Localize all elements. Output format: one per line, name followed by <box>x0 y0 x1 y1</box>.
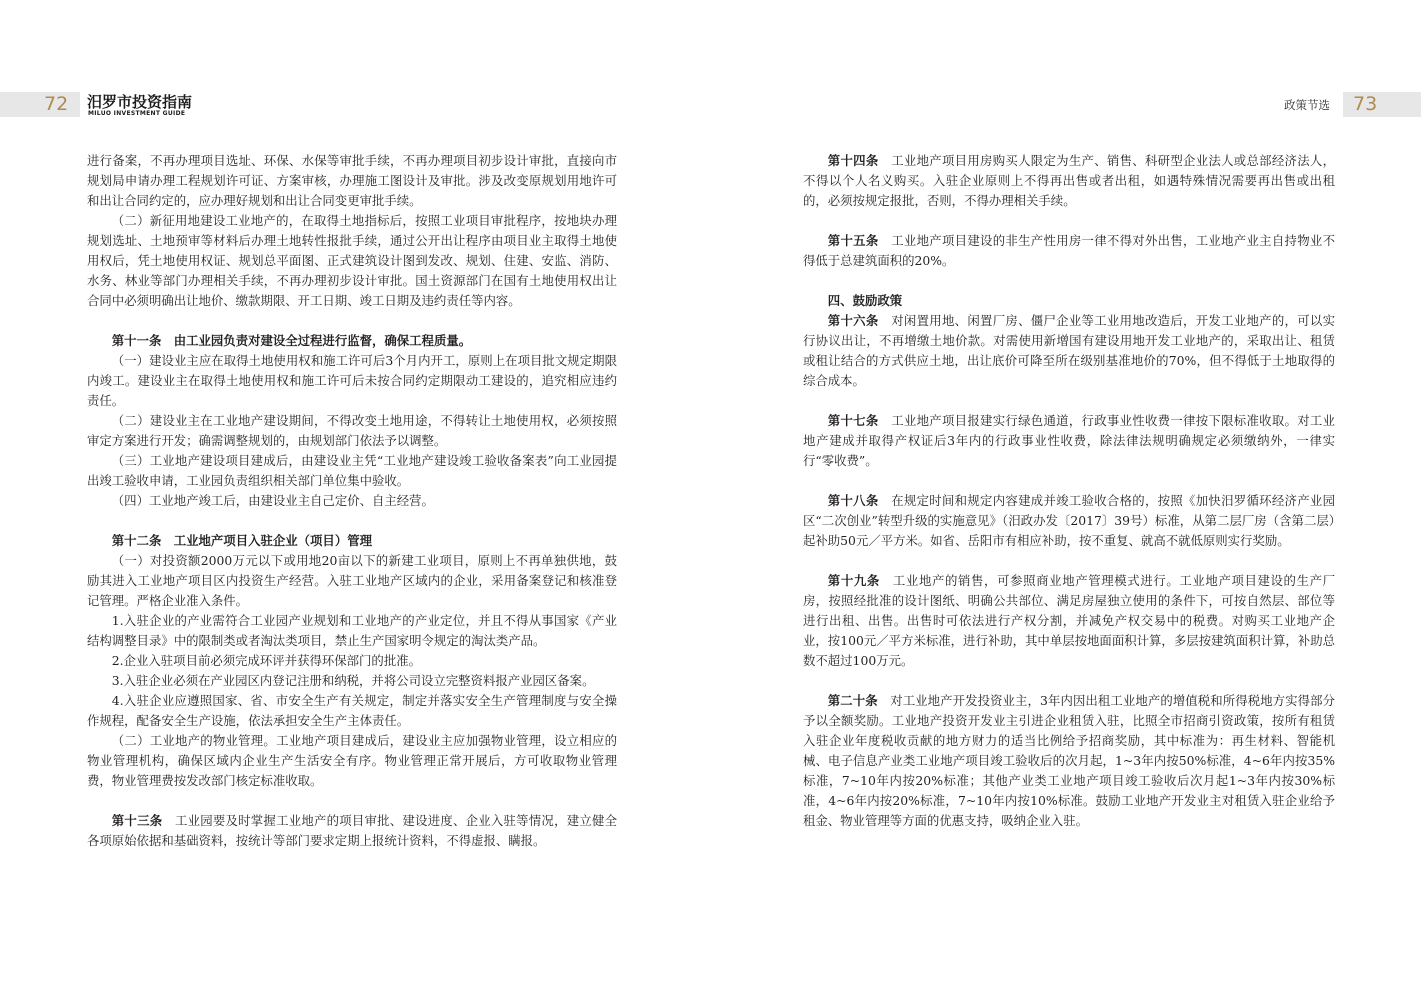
article-14-label: 第十四条 <box>827 153 879 168</box>
article-19-label: 第十九条 <box>827 573 880 588</box>
paragraph: （四）工业地产竣工后，由建设业主自己定价、自主经营。 <box>111 493 434 508</box>
article-16-text: 对闲置用地、闲置厂房、僵尸企业等工业用地改造后，开发工业地产的，可以实行协议出让，不再增缴土地价款。对需使用新增国有建设用地开发工业地产的，采取出让、租赁或租让结合的方式供应土地，出让底价可降至所在级别基准地价的70%，但不得低于土地取得的综合成本。 <box>803 313 1335 388</box>
paragraph: 4.入驻企业应遵照国家、省、市安全生产有关规定，制定并落实安全生产管理制度与安全操作规程，配备安全生产设施，依法承担安全生产主体责任。 <box>87 693 617 728</box>
article-18 <box>803 491 1335 551</box>
article-15-text: 工业地产项目建设的非生产性用房一律不得对外出售，工业地产业主自持物业不得低于总建筑面积的20%。 <box>803 233 1335 268</box>
right-page-body <box>803 151 1335 831</box>
article-19-text: 工业地产的销售，可参照商业地产管理模式进行。工业地产项目建设的生产厂房，按照经批准的设计图纸、明确公共部位、满足房屋独立使用的条件下，可按自然层、部位等进行出租、出售。出售时可依法进行产权分割，并减免产权交易中的税费。对购买工业地产企业，按100元／平方米标准，进行补助，其中单层按地面面积计算，多层按建筑面积计算，补助总数不超过100万元。 <box>803 573 1336 668</box>
paragraph: （二）新征用地建设工业地产的，在取得土地指标后，按照工业项目审批程序，按地块办理规划选址、土地预审等材料后办理土地转性报批手续，通过公开出让程序由项目业主取得土地使用权后，凭土地使用权证、规划总平面图、正式建筑设计图到发改、规划、住建、安监、消防、水务、林业等部门办理相关手续，不再办理初步设计审批。国土资源部门在国有土地使用权出让合同中必须明确出让地价、缴款期限、开工日期、竣工日期及违约责任等内容。 <box>87 213 617 308</box>
article-16 <box>803 311 1335 391</box>
article-13-label: 第十三条 <box>111 813 163 828</box>
article-12-heading: 第十二条 工业地产项目入驻企业（项目）管理 <box>111 533 372 548</box>
article-13 <box>87 811 617 851</box>
article-19 <box>803 571 1335 671</box>
left-page-number: 72 <box>44 93 69 115</box>
article-20-label: 第二十条 <box>827 693 878 708</box>
left-page-body <box>87 151 617 851</box>
article-11-heading: 第十一条 由工业园负责对建设全过程进行监督，确保工程质量。 <box>111 333 472 348</box>
paragraph: 3.入驻企业必须在产业园区内登记注册和纳税，并将公司设立完整资料报产业园区备案。 <box>111 673 595 688</box>
article-17-text: 工业地产项目报建实行绿色通道，行政事业性收费一律按下限标准收取。对工业地产建成并取得产权证后3年内的行政事业性收费，除法律法规明确规定必须缴纳外，一律实行“零收费”。 <box>803 413 1335 468</box>
article-17-label: 第十七条 <box>827 413 879 428</box>
article-16-label: 第十六条 <box>827 313 879 328</box>
paragraph: （三）工业地产建设项目建成后，由建设业主凭“工业地产建设竣工验收备案表”向工业园提出竣工验收申请，工业园负责组织相关部门单位集中验收。 <box>87 453 617 488</box>
right-page-number: 73 <box>1353 93 1378 115</box>
section-4-heading: 四、鼓励政策 <box>827 293 903 308</box>
article-18-label: 第十八条 <box>827 493 879 508</box>
article-15 <box>803 231 1335 271</box>
paragraph: 1.入驻企业的产业需符合工业园产业规划和工业地产的产业定位，并且不得从事国家《产业结构调整目录》中的限制类或者淘汰类项目，禁止生产国家明令规定的淘汰类产品。 <box>87 613 617 648</box>
section-title: 政策节选 <box>1284 98 1330 112</box>
guide-subtitle: MILUO INVESTMENT GUIDE <box>88 110 186 117</box>
paragraph: （一）对投资额2000万元以下或用地20亩以下的新建工业项目，原则上不再单独供地，鼓励其进入工业地产项目区内投资生产经营。入驻工业地产区域内的企业，采用备案登记和核准登记管理。严格企业准入条件。 <box>87 553 617 608</box>
paragraph: （二）工业地产的物业管理。工业地产项目建成后，建设业主应加强物业管理，设立相应的物业管理机构，确保区域内企业生产生活安全有序。物业管理正常开展后，方可收取物业管理费，物业管理费按发改部门核定标准收取。 <box>87 733 617 788</box>
article-15-label: 第十五条 <box>827 233 879 248</box>
article-14-text: 工业地产项目用房购买人限定为生产、销售、科研型企业法人或总部经济法人，不得以个人名义购买。入驻企业原则上不得再出售或者出租，如遇特殊情况需要再出售或出租的，必须按规定报批，否则，不得办理相关手续。 <box>803 153 1335 208</box>
article-17 <box>803 411 1335 471</box>
paragraph: （二）建设业主在工业地产建设期间，不得改变土地用途，不得转让土地使用权，必须按照审定方案进行开发；确需调整规划的，由规划部门依法予以调整。 <box>87 413 617 448</box>
article-18-text: 在规定时间和规定内容建成并竣工验收合格的，按照《加快汨罗循环经济产业园区“二次创业”转型升级的实施意见》（汨政办发〔2017〕39号）标准，从第二层厂房（含第二层）起补助50元／平方米。如省、岳阳市有相应补助，按不重复、就高不就低原则实行奖励。 <box>803 493 1335 548</box>
guide-title: 汨罗市投资指南 <box>87 93 193 111</box>
article-14 <box>803 151 1335 211</box>
paragraph: 进行备案，不再办理项目选址、环保、水保等审批手续，不再办理项目初步设计审批，直接向市规划局申请办理工程规划许可证、方案审核，办理施工图设计及审批。涉及改变原规划用地许可和出让合同约定的，应办理好规划和出让合同变更审批手续。 <box>87 153 617 208</box>
paragraph: 2.企业入驻项目前必须完成环评并获得环保部门的批准。 <box>111 653 421 668</box>
article-13-text: 工业园要及时掌握工业地产的项目审批、建设进度、企业入驻等情况，建立健全各项原始依据和基础资料，按统计等部门要求定期上报统计资料，不得虚报、瞒报。 <box>87 813 618 848</box>
paragraph: （一）建设业主应在取得土地使用权和施工许可后3个月内开工，原则上在项目批文规定期限内竣工。建设业主在取得土地使用权和施工许可后未按合同约定期限动工建设的，追究相应违约责任。 <box>87 353 617 408</box>
article-20 <box>803 691 1335 831</box>
article-20-text: 对工业地产开发投资业主，3年内因出租工业地产的增值税和所得税地方实得部分予以全额奖励。工业地产投资开发业主引进企业租赁入驻，比照全市招商引资政策，按所有租赁入驻企业年度税收贡献的地方财力的适当比例给予招商奖励，其中标准为：再生材料、智能机械、电子信息产业类工业地产项目竣工验收后的次月起，1~3年内按50%标准，4~6年内按35%标准，7~10年内按20%标准；其他产业类工业地产项目竣工验收后次月起1~3年内按30%标准，4~6年内按20%标准，7~10年内按10%标准。鼓励工业地产开发业主对租赁入驻企业给予租金、物业管理等方面的优惠支持，吸纳企业入驻。 <box>803 693 1335 828</box>
